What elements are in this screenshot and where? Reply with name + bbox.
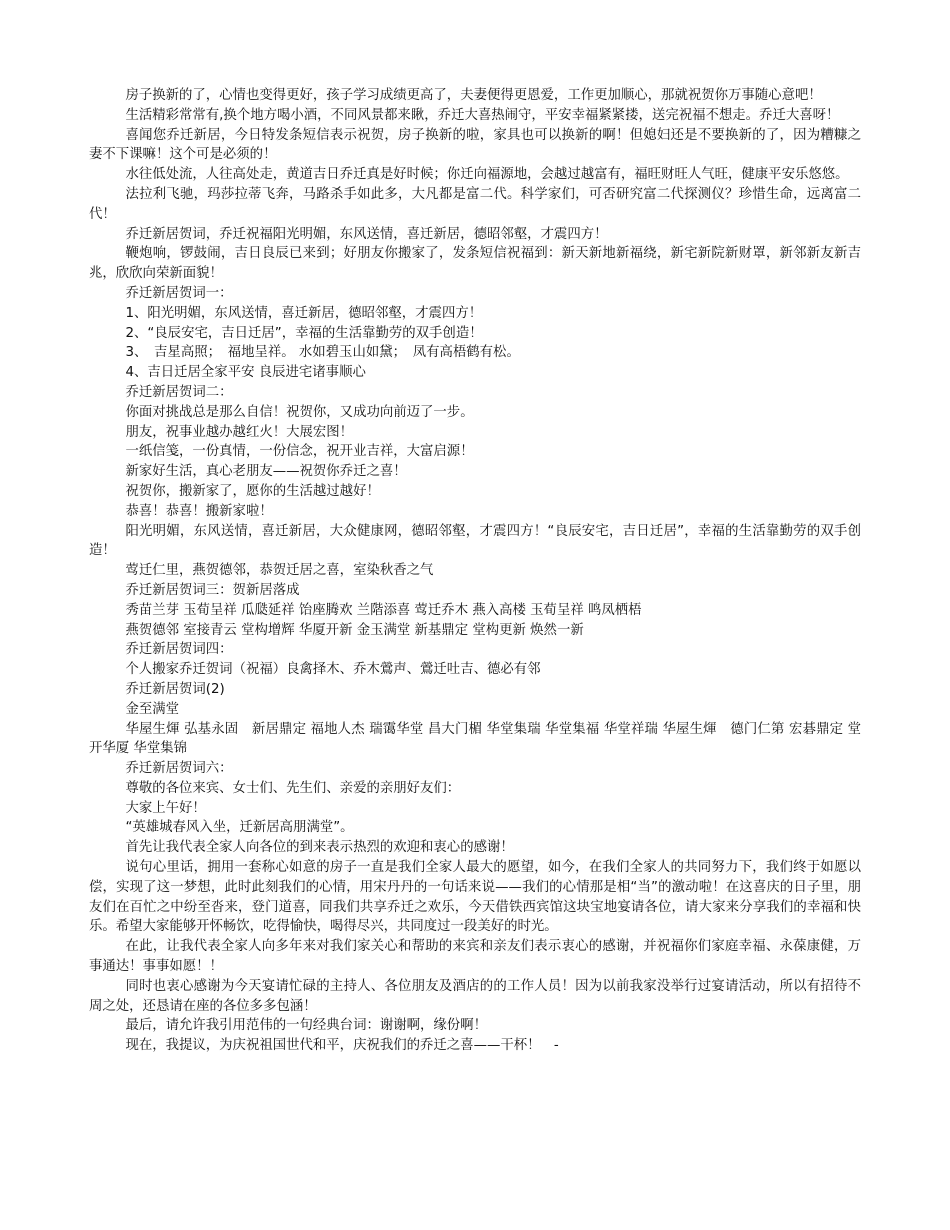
paragraph: 法拉利飞驰，玛莎拉蒂飞奔，马路杀手如此多，大凡都是富二代。科学家们，可否研究富二代探测仪？珍惜生命，远离富二代！ [89, 186, 861, 222]
paragraph: 阳光明媚，东风送情，喜迁新居，大众健康网，德昭邻壑，才震四方！“良辰安宅，吉日迁居”，幸福的生活靠勤劳的双手创造！ [89, 523, 861, 559]
paragraph: 尊敬的各位来宾、女士们、先生们、亲爱的亲朋好友们： [125, 780, 461, 796]
paragraph: 大家上午好！ [125, 800, 206, 816]
paragraph: 乔迁新居贺词，乔迁祝福阳光明媚，东风送情，喜迁新居，德昭邻壑，才震四方！ [125, 226, 608, 242]
paragraph: 2、“良辰安宅，吉日迁居”，幸福的生活靠勤劳的双手创造！ [125, 325, 483, 341]
paragraph: 1、阳光明媚，东风送情，喜迁新居，德昭邻壑，才震四方！ [125, 305, 483, 321]
paragraph: 水往低处流，人往高处走，黄道吉日乔迁真是好时候；你迁向福源地，会越过越富有，福旺财旺人气旺，健康平安乐悠悠。 [125, 167, 849, 183]
paragraph: 秀苗兰芽 玉荀呈祥 瓜瓞延祥 饴座腾欢 兰階添喜 莺迁乔木 燕入高楼 玉荀呈祥 鸣凤栖梧 [125, 602, 642, 618]
paragraph: 生活精彩常常有,换个地方喝小酒，不同风景都来瞅，乔迁大喜热闹守，平安幸福紧紧搂，送完祝福不想走。乔迁大喜呀！ [125, 107, 840, 123]
paragraph: 莺迁仁里，燕贺德邻，恭贺迁居之喜，室染秋香之气 [125, 563, 434, 579]
paragraph: 3、 吉星高照； 福地呈祥。 水如碧玉山如黛； 凤有高梧鹤有松。 [125, 345, 520, 361]
paragraph: 4、吉日迁居全家平安 良辰进宅诸事顺心 [125, 365, 366, 381]
paragraph: 说句心里话，拥用一套称心如意的房子一直是我们全家人最大的愿望，如今，在我们全家人的共同努力下，我们终于如愿以偿，实现了这一梦想，此时此刻我们的心情，用宋丹丹的一句话来说——我们的心情那是相“当”的激动啦！在这喜庆的日子里，朋友们在百忙之中纷至沓来，登门道喜，同我们共享乔迁之欢乐，今天借铁西宾馆这块宝地宴请各位，请大家来分享我们的幸福和快乐。希望大家能够开怀畅饮，吃得愉快，喝得尽兴，共同度过一段美好的时光。 [89, 860, 861, 935]
paragraph: 在此，让我代表全家人向多年来对我们家关心和帮助的来宾和亲友们表示衷心的感谢，并祝福你们家庭幸福、永葆康健，万事通达！事事如愿！！ [89, 939, 861, 975]
paragraph: 朋友，祝事业越办越红火！大展宏图！ [125, 424, 354, 440]
paragraph: 祝贺你，搬新家了，愿你的生活越过越好！ [125, 483, 380, 499]
paragraph: 恭喜！恭喜！搬新家啦！ [125, 503, 273, 519]
paragraph: 喜闻您乔迁新居，今日特发条短信表示祝贺，房子换新的啦，家具也可以换新的啊！但媳妇还是不要换新的了，因为糟糠之妻不下课嘛！这个可是必须的！ [89, 127, 861, 163]
paragraph: 同时也衷心感谢为今天宴请忙碌的主持人、各位朋友及酒店的的工作人员！因为以前我家没举行过宴请活动，所以有招待不周之处，还恳请在座的各位多多包涵！ [89, 978, 861, 1014]
paragraph: 现在，我提议，为庆祝祖国世代和平，庆祝我们的乔迁之喜——干杯！ - [125, 1038, 559, 1054]
paragraph: 乔迁新居贺词(2) [125, 681, 225, 697]
paragraph: 乔迁新居贺词六： [125, 761, 233, 777]
paragraph: 你面对挑战总是那么自信！祝贺你，又成功向前迈了一步。 [125, 404, 474, 420]
paragraph: 房子换新的了，心情也变得更好，孩子学习成绩更高了，夫妻便得更恩爱，工作更加顺心，那就祝贺你万事随心意吧！ [125, 88, 822, 103]
paragraph: 华屋生煇 弘基永固 新居鼎定 福地人杰 瑞霭华堂 昌大门楣 华堂集瑞 华堂集福 华堂祥瑞 华屋生煇 德门仁第 宏碁鼎定 堂开华厦 华堂集锦 [89, 721, 861, 757]
paragraph: 一纸信笺，一份真情，一份信念，祝开业吉祥，大富启源！ [125, 444, 474, 460]
paragraph: 乔迁新居贺词二： [125, 384, 233, 400]
paragraph: “英雄城春风入坐，迁新居高朋满堂”。 [125, 820, 354, 836]
paragraph: 首先让我代表全家人向各位的到来表示热烈的欢迎和衷心的感谢！ [125, 840, 514, 856]
paragraph: 乔迁新居贺词一： [125, 285, 233, 301]
paragraph: 个人搬家乔迁贺词（祝福）良禽择木、乔木鶯声、鶯迁吐吉、德必有邻 [125, 662, 541, 678]
paragraph: 乔迁新居贺词三：贺新居落成 [125, 582, 300, 598]
paragraph: 鞭炮响，锣鼓闹，吉日良辰已来到；好朋友你搬家了，发条短信祝福到：新天新地新福绕，新宅新院新财罩，新邻新友新吉兆，欣欣向荣新面貌！ [89, 246, 861, 282]
paragraph: 最后，请允许我引用范伟的一句经典台词：谢谢啊，缘份啊！ [125, 1018, 487, 1034]
paragraph: 燕贺德邻 室接青云 堂构增辉 华厦开新 金玉满堂 新基鼎定 堂构更新 焕然一新 [125, 622, 584, 638]
paragraph: 乔迁新居贺词四： [125, 642, 233, 658]
paragraph: 新家好生活，真心老朋友——祝贺你乔迁之喜！ [125, 464, 407, 480]
paragraph: 金至满堂 [125, 701, 179, 717]
document-body [89, 86, 861, 1056]
